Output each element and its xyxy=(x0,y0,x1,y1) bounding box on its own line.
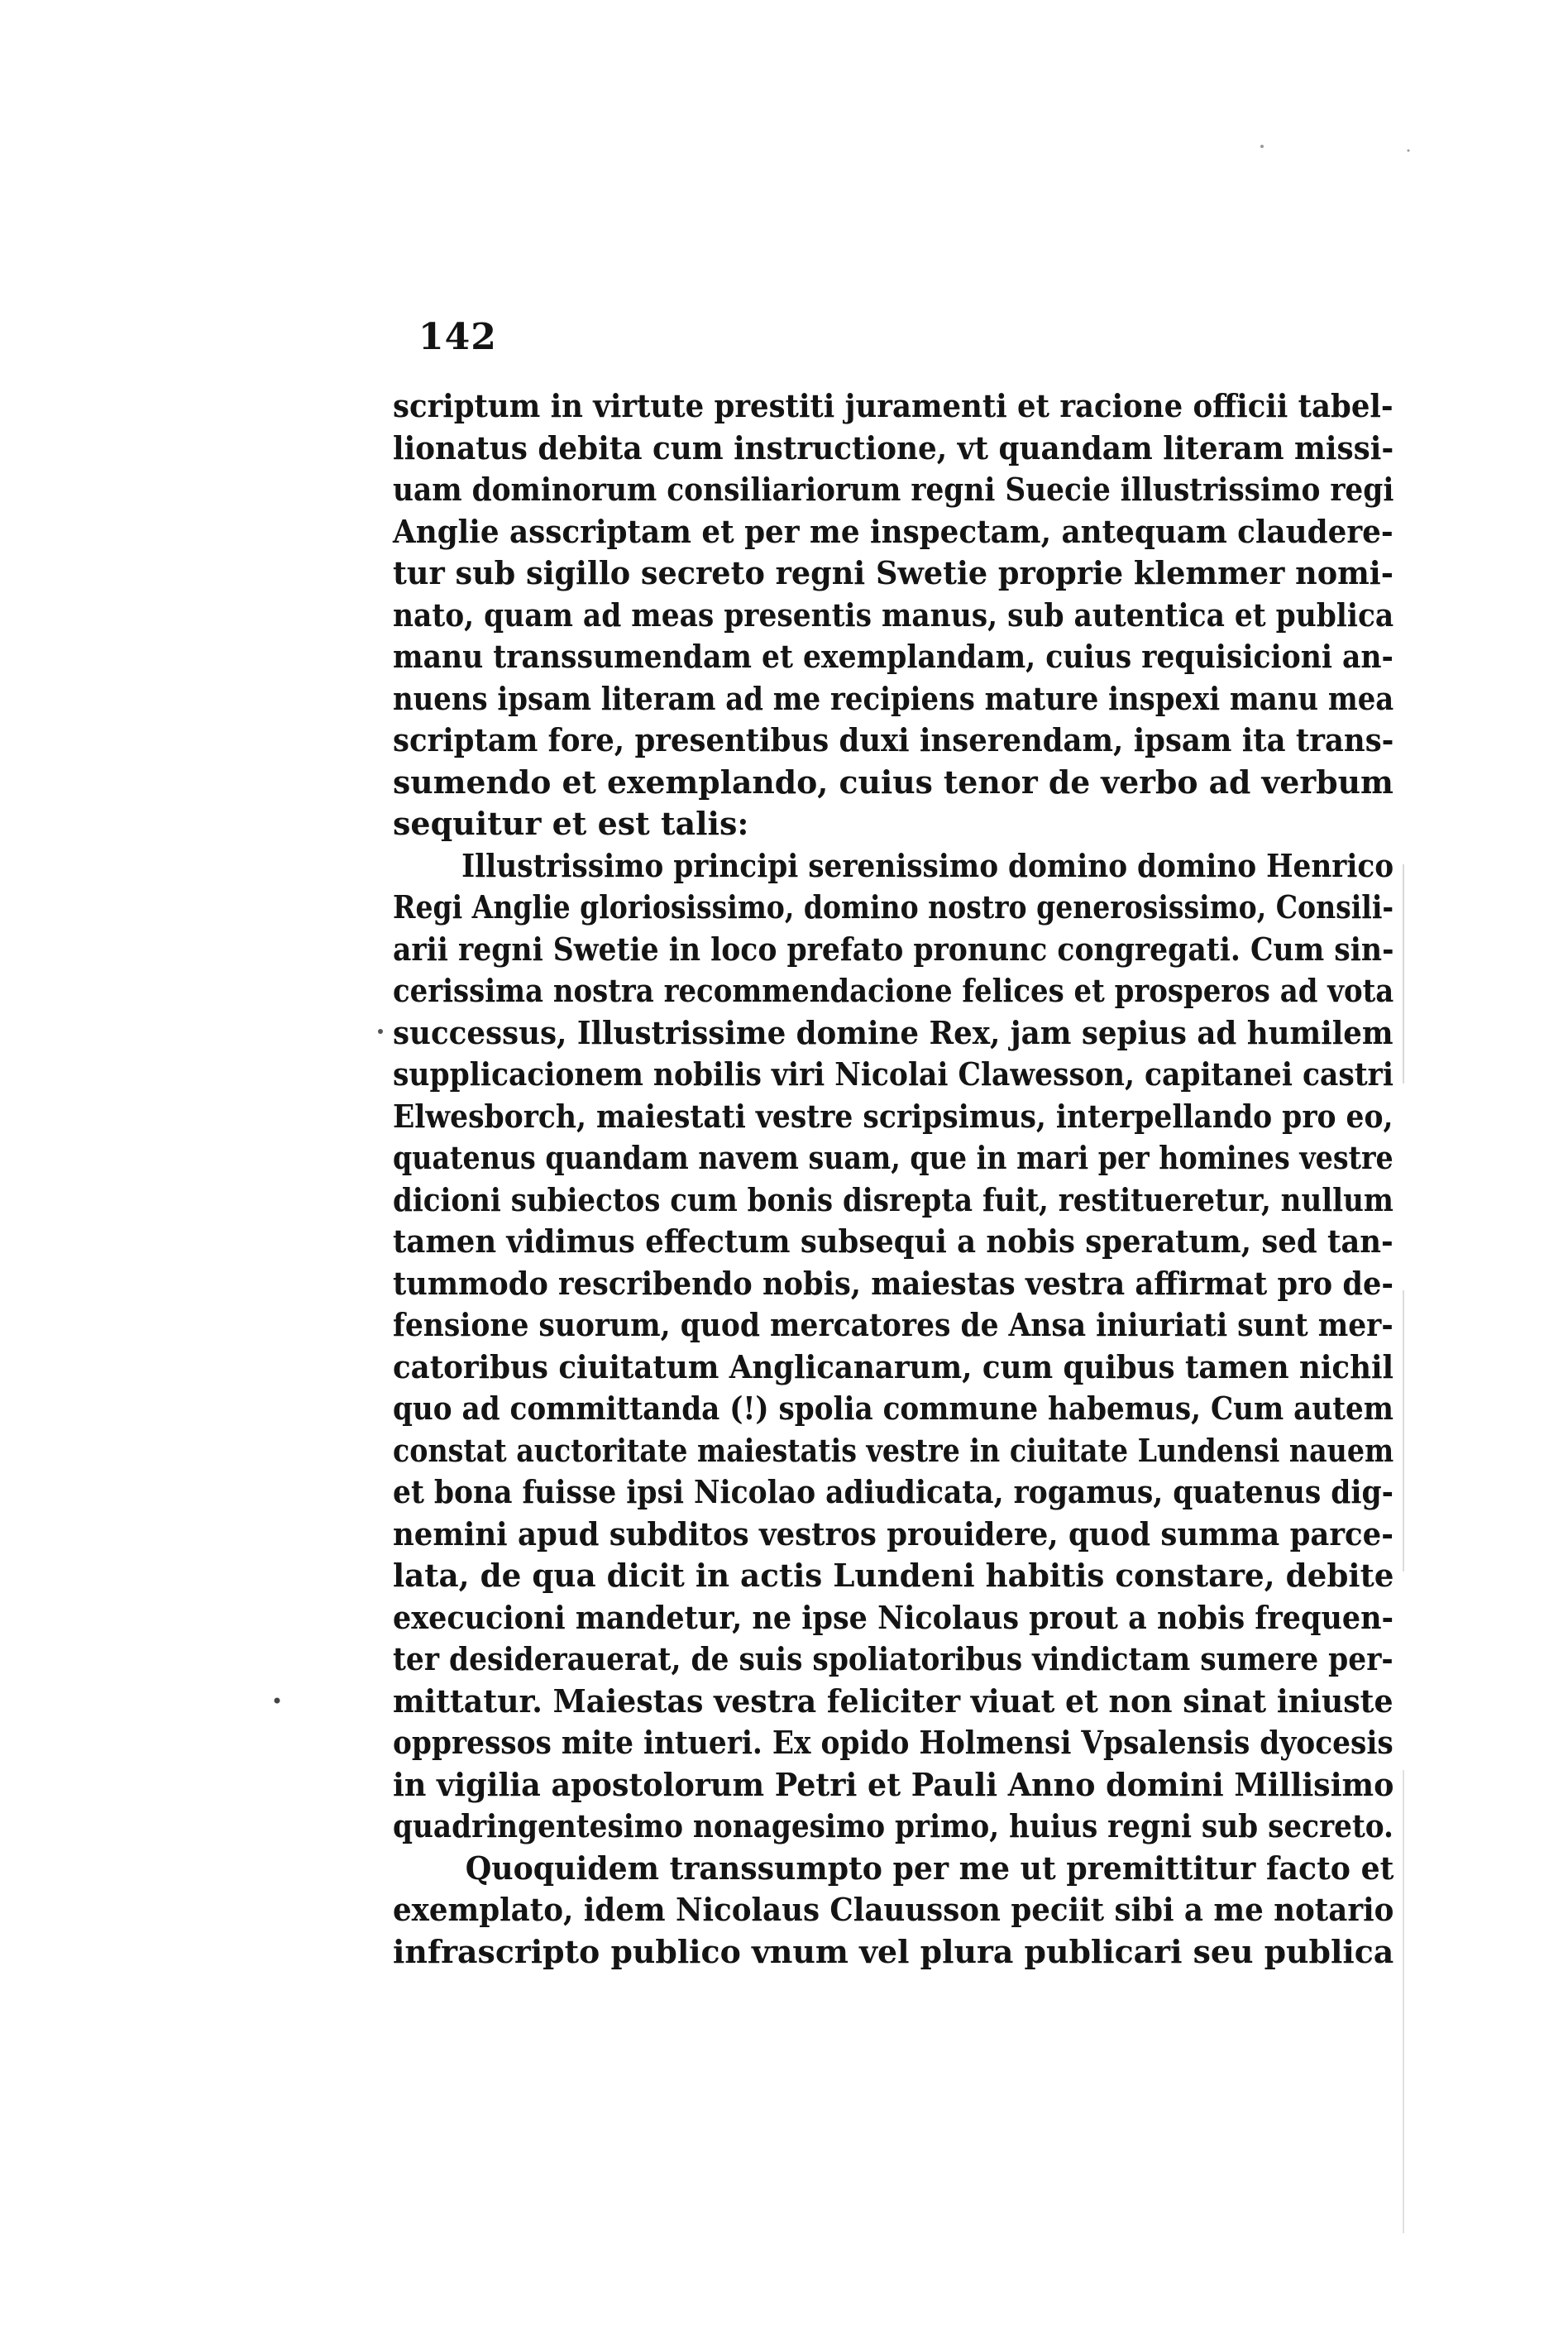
text-line: tur sub sigillo secreto regni Swetie proprie klemmer nomi- xyxy=(393,554,1394,591)
text-line: sumendo et exemplando, cuius tenor de verbo ad verbum xyxy=(393,763,1394,801)
text-line: oppressos mite intueri. Ex opido Holmensi Vpsalensis dyocesis xyxy=(393,1724,1394,1761)
text-line: exemplato, idem Nicolaus Clauusson peciit sibi a me notario xyxy=(393,1891,1394,1928)
text-line: quadringentesimo nonagesimo primo, huius regni sub secreto. xyxy=(393,1807,1394,1844)
body-text xyxy=(393,385,1394,1973)
text-line: lionatus debita cum instructione, vt quandam literam missi- xyxy=(393,428,1394,466)
text-line: dicioni subiectos cum bonis disrepta fuit, restitueretur, nullum xyxy=(393,1180,1394,1218)
text-line: nuens ipsam literam ad me recipiens mature inspexi manu mea xyxy=(393,679,1394,717)
text-line: arii regni Swetie in loco prefato pronunc congregati. Cum sin- xyxy=(393,930,1394,968)
page-number: 142 xyxy=(418,316,497,358)
text-line: tamen vidimus effectum subsequi a nobis speratum, sed tan- xyxy=(393,1222,1394,1260)
text-line: lata, de qua dicit in actis Lundeni habitis constare, debite xyxy=(393,1557,1394,1594)
text-line: cerissima nostra recommendacione felices et prosperos ad vota xyxy=(393,972,1394,1009)
text-line: constat auctoritate maiestatis vestre in ciuitate Lundensi nauem xyxy=(393,1431,1394,1469)
text-line: quo ad committanda (!) spolia commune habemus, Cum autem xyxy=(393,1390,1394,1427)
text-line: manu transsumendam et exemplandam, cuius requisicioni an- xyxy=(393,638,1394,675)
text-line: catoribus ciuitatum Anglicanarum, cum quibus tamen nichil xyxy=(393,1347,1394,1385)
text-line: Quoquidem transsumpto per me ut premittitur facto et xyxy=(465,1849,1394,1887)
text-line: execucioni mandetur, ne ipse Nicolaus prout a nobis frequen- xyxy=(393,1598,1394,1636)
text-line: successus, Illustrissime domine Rex, jam sepius ad humilem xyxy=(393,1013,1394,1051)
text-line: Elwesborch, maiestati vestre scripsimus, interpellando pro eo, xyxy=(393,1097,1394,1135)
text-line: supplicacionem nobilis viri Nicolai Clawesson, capitanei castri xyxy=(393,1055,1394,1093)
text-line: infrascripto publico vnum vel plura publicari seu publica xyxy=(393,1932,1394,1970)
text-line: nemini apud subditos vestros prouidere, quod summa parce- xyxy=(393,1514,1394,1553)
text-line: scriptam fore, presentibus duxi inserendam, ipsam ita trans- xyxy=(393,721,1394,758)
text-line: nato, quam ad meas presentis manus, sub autentica et publica xyxy=(393,596,1394,634)
text-line: uam dominorum consiliariorum regni Suecie illustrissimo regi xyxy=(393,471,1394,508)
text-line: in vigilia apostolorum Petri et Pauli Anno domini Millisimo xyxy=(393,1765,1394,1803)
text-line: fensione suorum, quod mercatores de Ansa iniuriati sunt mer- xyxy=(393,1306,1394,1343)
text-line: tummodo rescribendo nobis, maiestas vestra affirmat pro de- xyxy=(393,1264,1394,1302)
text-line: Illustrissimo principi serenissimo domino domino Henrico xyxy=(461,846,1394,884)
text-line: ter desiderauerat, de suis spoliatoribus vindictam sumere per- xyxy=(393,1640,1394,1677)
text-line: Anglie asscriptam et per me inspectam, antequam claudere- xyxy=(393,512,1394,550)
text-line: scriptum in virtute prestiti juramenti et racione officii tabel- xyxy=(393,387,1394,424)
text-line: Regi Anglie gloriosissimo, domino nostro generosissimo, Consili- xyxy=(393,888,1394,926)
text-line: mittatur. Maiestas vestra feliciter viuat et non sinat iniuste xyxy=(393,1682,1394,1720)
text-line: sequitur et est talis: xyxy=(393,805,749,842)
text-line: et bona fuisse ipsi Nicolao adiudicata, rogamus, quatenus dig- xyxy=(393,1473,1394,1510)
text-line: quatenus quandam navem suam, que in mari per homines vestre xyxy=(393,1139,1394,1176)
